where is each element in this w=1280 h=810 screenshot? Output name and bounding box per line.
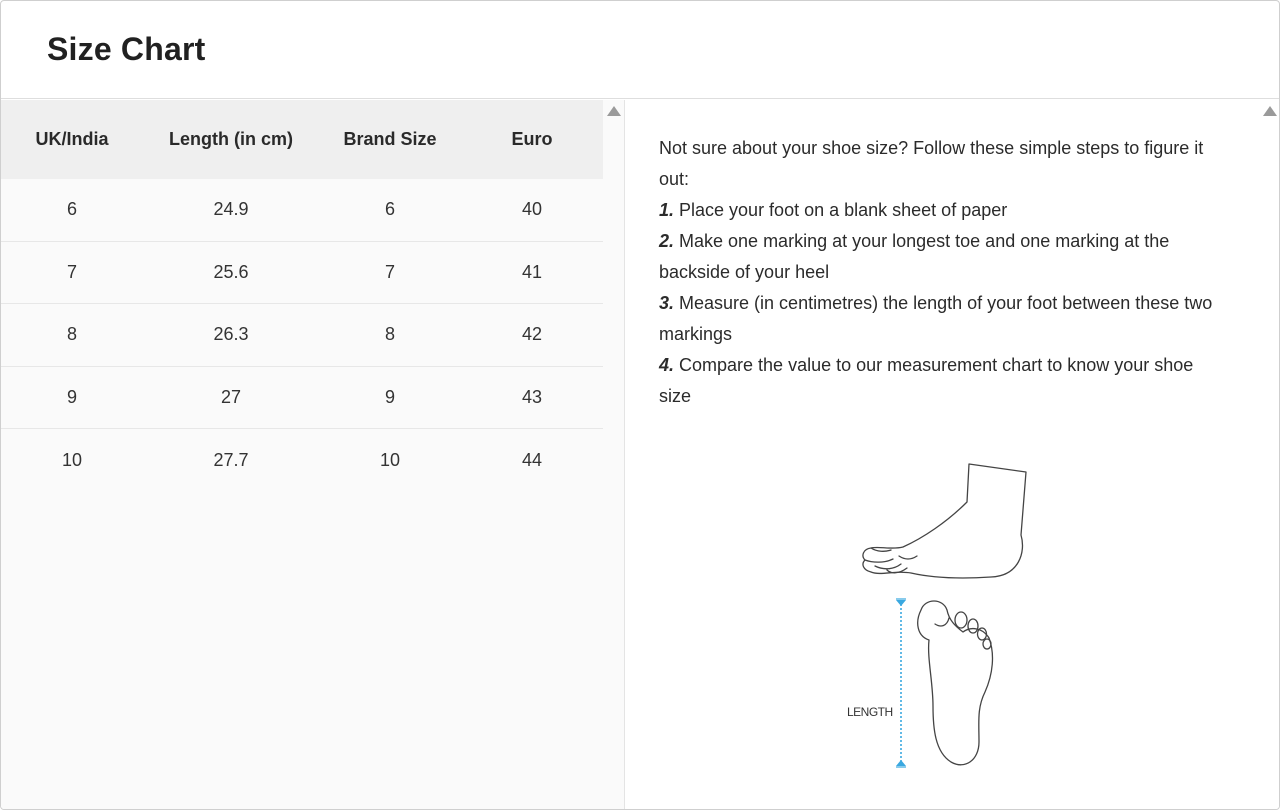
header-length: Length (in cm) (169, 129, 293, 149)
cell-length: 27.7 (213, 449, 249, 470)
step-number: 4. (659, 355, 675, 375)
foot-side-view-icon (863, 464, 1026, 578)
cell-uk-india: 7 (66, 261, 77, 282)
size-table-pane[interactable] (1, 100, 625, 810)
cell-uk-india: 9 (66, 386, 77, 407)
table-row (1, 179, 603, 242)
guide-intro: Not sure about your shoe size? Follow these simple steps to figure it out: (659, 138, 1204, 189)
guide-step (659, 350, 1224, 412)
guide-step (659, 226, 1224, 288)
table-scroll-up-arrow[interactable] (607, 106, 621, 116)
cell-euro: 42 (521, 324, 543, 345)
table-row (1, 429, 603, 492)
cell-brand-size: 10 (379, 449, 401, 470)
step-number: 2. (659, 231, 675, 251)
header-euro: Euro (511, 129, 553, 149)
cell-euro: 44 (521, 449, 543, 470)
cell-brand-size: 6 (384, 199, 395, 220)
step-text: Compare the value to our measurement chart to know your shoe size (659, 355, 1194, 406)
table-row (1, 242, 603, 305)
size-guide-pane[interactable] (626, 100, 1280, 810)
cell-uk-india: 6 (66, 199, 77, 220)
cell-length: 25.6 (213, 261, 249, 282)
size-table (1, 100, 603, 492)
cell-uk-india: 8 (66, 324, 77, 345)
step-number: 1. (659, 200, 675, 220)
length-label: LENGTH (847, 705, 893, 719)
step-number: 3. (659, 293, 675, 313)
table-row (1, 304, 603, 367)
guide-step (659, 288, 1224, 350)
cell-length: 27 (220, 386, 242, 407)
header-uk-india: UK/India (35, 129, 109, 149)
step-text: Measure (in centimetres) the length of your foot between these two markings (659, 293, 1213, 344)
cell-brand-size: 8 (384, 324, 395, 345)
table-row (1, 367, 603, 430)
length-measure-line (896, 599, 906, 767)
cell-euro: 43 (521, 386, 543, 407)
cell-brand-size: 9 (384, 386, 395, 407)
foot-top-view-icon (918, 601, 993, 765)
modal-title: Size Chart (47, 31, 206, 67)
size-guide-instructions (659, 133, 1224, 412)
guide-step (659, 195, 1224, 226)
foot-measurement-illustration (851, 460, 1051, 780)
cell-length: 26.3 (213, 324, 249, 345)
cell-brand-size: 7 (384, 261, 395, 282)
cell-euro: 40 (521, 199, 543, 220)
modal-header (1, 1, 1279, 99)
cell-euro: 41 (521, 261, 543, 282)
step-text: Make one marking at your longest toe and one marking at the backside of your heel (659, 231, 1170, 282)
guide-scroll-up-arrow[interactable] (1263, 106, 1277, 116)
step-text: Place your foot on a blank sheet of paper (674, 200, 1008, 220)
header-brand-size: Brand Size (343, 129, 437, 149)
table-header-row (1, 100, 603, 179)
cell-length: 24.9 (213, 199, 249, 220)
cell-uk-india: 10 (61, 449, 83, 470)
